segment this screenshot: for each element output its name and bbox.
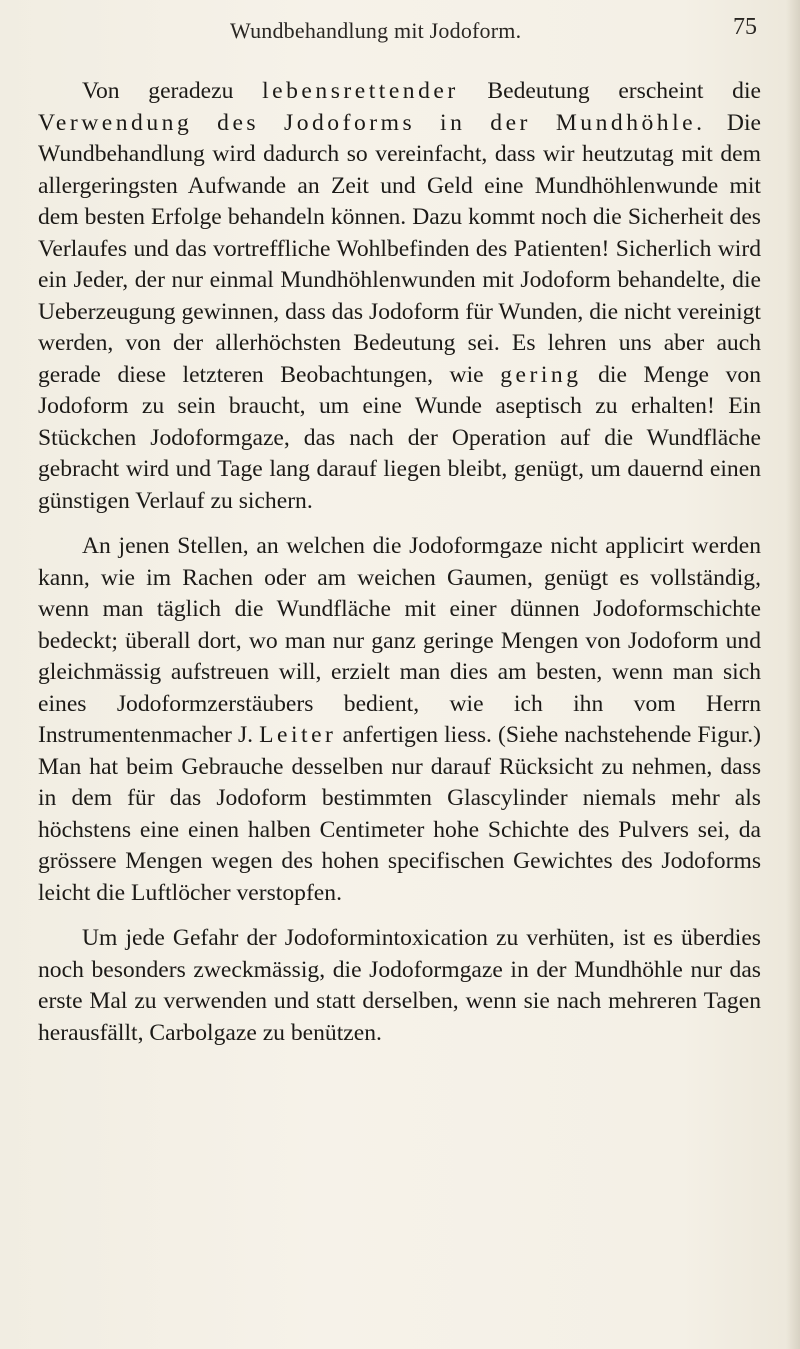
running-title: Wundbehandlung mit Jodoform.: [230, 18, 522, 43]
paragraph-3: Um jede Gefahr der Jodoformintoxication zu verhüten, ist es überdies noch besonders zweckmässig, die Jodoformgaze in der Mundhöhle nur das erste Mal zu verwenden und statt derselben, wenn sie nach mehreren Tagen herausfällt, Carbolgaze zu benützen.: [38, 925, 761, 1046]
paragraph-2: [38, 531, 761, 909]
paragraph-2-emphasis-a: Leiter: [259, 722, 337, 748]
paragraph-1: [38, 76, 761, 517]
paragraph-2-text-a: An jenen Stellen, an welchen die Jodoformgaze nicht applicirt werden kann, wie im Rachen oder am weichen Gaumen, genügt es vollständig, wenn man täglich die Wundfläche mit einer dünnen Jodoformschichte bedeckt; überall dort, wo man nur ganz geringe Mengen von Jodoform und gleichmässig aufstreuen will, erzielt man dies am besten, wenn man sich eines Jodoformzerstäubers bedient, wie ich ihn vom Herrn Instrumentenmacher J.: [38, 533, 761, 748]
paragraph-1-text-c: Die Wundbehandlung wird dadurch so vereinfacht, dass wir heutzutag mit dem allergeringsten Aufwande an Zeit und Geld eine Mundhöhlenwunde mit dem besten Erfolge behandeln können. Dazu kommt noch die Sicherheit des Verlaufes und das vortreffliche Wohlbefinden des Patienten! Sicherlich wird ein Jeder, der nur einmal Mundhöhlenwunden mit Jodoform behandelte, die Ueberzeugung gewinnen, dass das Jodoform für Wunden, die nicht vereinigt werden, von der allerhöchsten Bedeutung sei. Es lehren uns aber auch gerade diese letzteren Beobachtungen, wie: [38, 109, 761, 388]
paragraph-1-text-b: Bedeutung erscheint die: [458, 78, 761, 104]
body-text: [38, 76, 761, 1049]
paragraph-1-emphasis-b: Verwendung des Jodoforms in der Mundhöhle.: [38, 109, 706, 136]
page-number: 75: [733, 14, 757, 40]
page-edge-shadow: [786, 0, 800, 1349]
paragraph-1-text-a: Von geradezu: [82, 78, 263, 104]
paragraph-1-text-d: die Menge von Jodoform zu sein braucht, um eine Wunde aseptisch zu erhalten! Ein Stückchen Jodoformgaze, das nach der Operation auf die Wundfläche gebracht wird und Tage lang darauf liegen bleibt, genügt, um dauernd einen günstigen Verlauf zu sichern.: [38, 361, 761, 514]
paragraph-1-emphasis-a: lebensrettender: [262, 78, 459, 104]
paragraph-2-text-b: anfertigen liess. (Siehe nachstehende Figur.) Man hat beim Gebrauche desselben nur darauf Rücksicht zu nehmen, dass in dem für das Jodoform bestimmten Glascylinder niemals mehr als höchstens eine einen halben Centimeter hohe Schichte des Pulvers sei, da grössere Mengen wegen des hohen specifischen Gewichtes des Jodoforms leicht die Luftlöcher verstopfen.: [38, 722, 762, 906]
paragraph-1-emphasis-c: gering: [500, 361, 582, 388]
